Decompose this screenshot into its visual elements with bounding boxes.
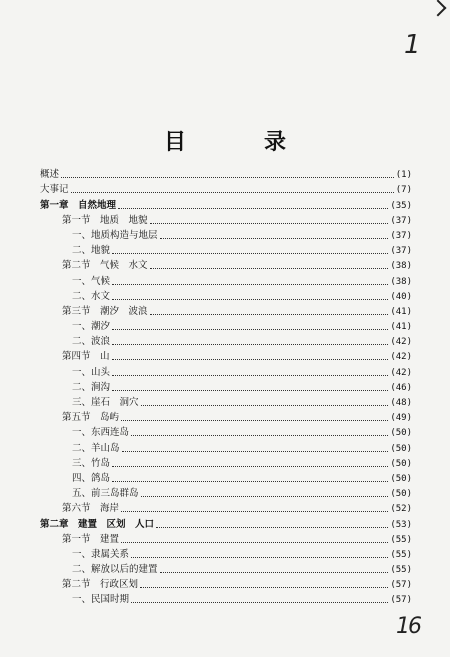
toc-entry-label: 第五节 岛屿 (62, 412, 120, 424)
table-of-contents (40, 166, 412, 606)
dot-leader (150, 267, 389, 269)
handwritten-mark-top: 1 (404, 30, 421, 60)
toc-entry-label: 二、涧沟 (72, 381, 111, 393)
toc-entry-page: (37) (390, 215, 412, 226)
toc-entry-label: 二、羊山岛 (72, 442, 120, 454)
toc-entry-label: 第二章 建置 区划 人口 (40, 518, 155, 530)
toc-entry (40, 439, 412, 454)
toc-entry (40, 318, 412, 333)
dot-leader (131, 601, 388, 603)
handwritten-page-number: 16 (396, 614, 420, 639)
toc-entry-label: 一、隶属关系 (72, 548, 130, 560)
toc-entry-label: 第二节 行政区划 (62, 579, 139, 591)
dot-leader (61, 176, 394, 178)
toc-entry-page: (7) (395, 185, 412, 196)
dot-leader (112, 358, 389, 360)
toc-entry-page: (48) (390, 398, 412, 408)
toc-entry-label: 一、气候 (72, 275, 111, 287)
toc-entry-label: 五、前三岛群岛 (72, 488, 139, 500)
dot-leader (112, 465, 388, 467)
toc-entry (40, 470, 412, 485)
dot-leader (112, 283, 388, 285)
dot-leader (141, 495, 389, 497)
toc-entry-label: 大事记 (40, 184, 69, 196)
toc-entry-label: 一、东西连岛 (72, 427, 130, 439)
toc-entry (40, 500, 412, 515)
toc-entry-label: 一、民国时期 (72, 594, 130, 606)
toc-entry-page: (55) (390, 565, 412, 576)
toc-entry-page: (46) (390, 382, 412, 393)
toc-entry (40, 531, 412, 546)
toc-entry-label: 第四节 山 (62, 351, 110, 363)
toc-entry (40, 227, 412, 242)
toc-entry-page: (50) (390, 443, 412, 454)
toc-entry-page: (50) (390, 489, 412, 500)
toc-entry-page: (50) (390, 428, 412, 439)
toc-entry-page: (42) (390, 367, 412, 378)
dot-leader (122, 450, 389, 452)
toc-entry-page: (40) (390, 291, 412, 302)
toc-entry-label: 三、崖石 洞穴 (72, 397, 139, 408)
toc-entry (40, 181, 412, 196)
toc-entry-label: 二、地貌 (72, 245, 111, 257)
toc-entry-label: 第六节 海岸 (62, 503, 120, 515)
dot-leader (150, 222, 389, 224)
toc-entry (40, 288, 412, 303)
toc-entry (40, 363, 412, 378)
toc-entry-page: (57) (390, 595, 412, 606)
toc-entry (40, 257, 412, 272)
toc-entry (40, 561, 412, 576)
toc-entry-label: 四、鸽岛 (72, 472, 111, 484)
dot-leader (112, 389, 388, 391)
toc-entry-label: 第二节 气候 水文 (62, 260, 148, 272)
toc-entry (40, 394, 412, 409)
dot-leader (112, 328, 388, 330)
dot-leader (112, 252, 388, 254)
toc-entry-page: (57) (390, 580, 412, 591)
dot-leader (121, 541, 388, 543)
toc-entry-page: (52) (390, 504, 412, 515)
toc-entry-label: 二、解放以后的建置 (72, 564, 158, 576)
toc-entry-page: (50) (390, 458, 412, 469)
toc-entry-label: 第一节 建置 (62, 533, 120, 545)
toc-entry (40, 379, 412, 394)
toc-entry-label: 第三节 潮汐 波浪 (62, 305, 148, 317)
toc-entry-page: (37) (390, 230, 412, 241)
dot-leader (121, 419, 388, 421)
dot-leader (141, 404, 389, 406)
toc-entry-page: (37) (390, 246, 412, 257)
toc-entry-label: 二、水文 (72, 290, 111, 302)
dot-leader (118, 207, 388, 209)
toc-entry-label: 三、竹岛 (72, 457, 111, 469)
toc-entry (40, 409, 412, 424)
toc-entry (40, 424, 412, 439)
toc-entry-page: (53) (390, 519, 412, 530)
toc-entry (40, 196, 412, 211)
toc-entry-page: (42) (390, 337, 412, 348)
toc-entry-label: 一、潮汐 (72, 321, 111, 333)
dot-leader (140, 586, 388, 588)
toc-entry-label: 概述 (40, 169, 60, 181)
dot-leader (121, 510, 388, 512)
toc-entry-page: (38) (390, 276, 412, 287)
toc-entry-page: (38) (390, 261, 412, 272)
toc-entry (40, 242, 412, 257)
dot-leader (131, 434, 388, 436)
toc-entry (40, 333, 412, 348)
dot-leader (71, 191, 394, 193)
dot-leader (160, 571, 389, 573)
toc-entry-label: 第一节 地质 地貌 (62, 214, 148, 226)
toc-entry-page: (35) (390, 200, 412, 211)
toc-entry (40, 348, 412, 363)
toc-entry-label: 一、山头 (72, 366, 111, 378)
toc-entry-page: (41) (390, 306, 412, 317)
toc-entry-page: (41) (390, 322, 412, 333)
toc-entry (40, 576, 412, 591)
dot-leader (156, 526, 388, 528)
toc-entry (40, 455, 412, 470)
toc-entry (40, 546, 412, 561)
dot-leader (131, 556, 388, 558)
toc-entry-page: (50) (390, 473, 412, 484)
toc-entry (40, 591, 412, 606)
toc-entry-page: (55) (390, 549, 412, 560)
toc-entry-page: (1) (395, 170, 412, 181)
dot-leader (160, 237, 389, 239)
toc-entry-label: 一、地质构造与地层 (72, 229, 158, 241)
toc-entry (40, 485, 412, 500)
page-title: 目 录 (163, 128, 314, 155)
toc-entry (40, 515, 412, 530)
toc-entry (40, 212, 412, 227)
corner-mark (430, 0, 447, 16)
toc-entry-page: (55) (390, 534, 412, 545)
dot-leader (112, 374, 388, 376)
toc-entry (40, 272, 412, 287)
dot-leader (112, 480, 388, 482)
toc-entry (40, 166, 412, 181)
dot-leader (112, 298, 388, 300)
toc-entry-page: (49) (390, 413, 412, 424)
toc-entry-page: (42) (390, 352, 412, 363)
dot-leader (150, 313, 389, 315)
toc-entry-label: 第一章 自然地理 (40, 199, 117, 211)
dot-leader (112, 343, 388, 345)
toc-entry-label: 二、波浪 (72, 336, 111, 348)
toc-entry (40, 303, 412, 318)
